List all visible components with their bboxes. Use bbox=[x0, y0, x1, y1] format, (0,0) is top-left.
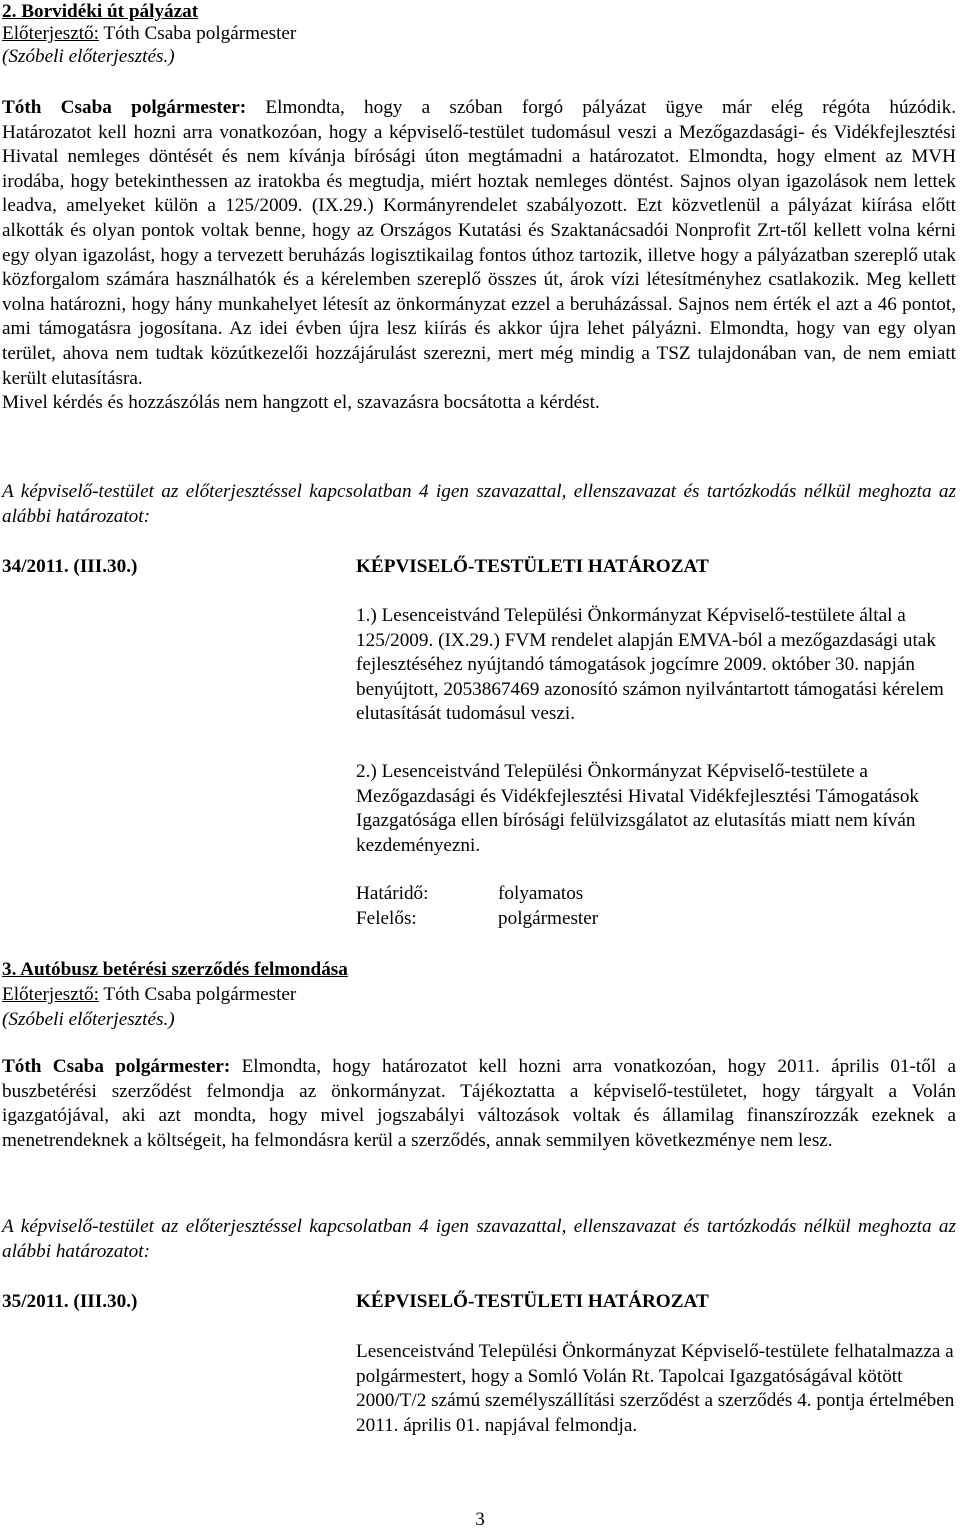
presenter-name: Tóth Csaba polgármester bbox=[98, 984, 297, 1005]
section-3-body bbox=[2, 1055, 956, 1153]
deadline-value: folyamatos bbox=[498, 883, 584, 904]
resolution-35-number: 35/2011. (III.30.) bbox=[2, 1291, 138, 1312]
section-2-paragraph: Határozatot kell hozni arra vonatkozóan, hogy a képviselő-testület tudomásul veszi a Mezőgazdasági- és Vidékfejlesztési Hivatal nemleges döntését és nem kívánja bírósági úton megtámadni a határozatot. Elmondta, hogy elment az MVH irodába, hogy betekinthessen az iratokba és megtudja, miért hoztak nemleges döntést. Sajnos olyan igazolások nem lettek leadva, amelyeket külön a 125/2009. (IX.29.) Kormányrendelet szabályozott. Ezt közvetlenül a pályázat kiírása előtt alkották és olyan pontok voltak benne, hogy az Országos Kutatási és Szaktanácsadói Nonprofit Zrt-től kellett volna kérni egy olyan igazolást, hogy a tervezett beruházás logisztikailag fontos úthoz tartozik, illetve hogy a pályázatban szereplő utak közforgalom számára használhatók és a kérelemben szereplő összes út, árok vízi létesítményhez csatlakozik. Meg kellett volna határozni, hogy hány munkahelyet létesít az önkormányzat ezzel a beruházással. Sajnos nem érték el azt a 46 pontot, ami támogatásra jogosítana. Az idei évben újra lesz kiírás és akkor újra lehet pályázni. Elmondta, hogy van egy olyan terület, ahova nem tudtak közútkezelői hozzájárulást szerezni, mert még mindig a TSZ tulajdonában van, de nem emiatt került elutasításra. bbox=[2, 121, 956, 389]
section-2-first-sentence: Elmondta, hogy a szóban forgó pályázat ügye már elég régóta húzódik. bbox=[246, 97, 956, 118]
resolution-34-point-2: 2.) Lesenceistvánd Települési Önkormányzat Képviselő-testülete a Mezőgazdasági és Vidékfejlesztési Hivatal Vidékfejlesztési Támogatások Igazgatósága ellen bírósági felülvizsgálatot az elutasítás miatt nem kíván kezdeményezni. bbox=[356, 761, 920, 856]
section-2-vote: A képviselő-testület az előterjesztéssel kapcsolatban 4 igen szavazattal, ellenszavazat és tartózkodás nélkül meghozta az alábbi határozatot: bbox=[2, 481, 956, 527]
section-3-title: 3. Autóbusz betérési szerződés felmondása bbox=[2, 959, 348, 980]
speaker-name: Tóth Csaba polgármester: bbox=[2, 97, 247, 118]
section-2-closing: Mivel kérdés és hozzászólás nem hangzott el, szavazásra bocsátotta a kérdést. bbox=[2, 392, 600, 414]
resolution-34-title: KÉPVISELŐ-TESTÜLETI HATÁROZAT bbox=[356, 556, 709, 577]
section-3-paragraph: Elmondta, hogy határozatot kell hozni arra vonatkozóan, hogy 2011. április 01-től a buszbetérési szerződést felmondja az önkormányzat. Tájékoztatta a képviselő-testületet, hogy tárgyalt a Volán igazgatójával, aki azt mondta, hogy mivel jogszabályi változások voltak és államilag finanszírozzák ezeknek a menetrendeknek a költségeit, ha felmondásra kerül a szerződés, annak semmilyen következménye nem lesz. bbox=[2, 1056, 956, 1151]
section-2-oral-note: (Szóbeli előterjesztés.) bbox=[2, 46, 175, 67]
responsible-label: Felelős: bbox=[356, 908, 417, 929]
section-3-presenter bbox=[2, 983, 956, 1008]
resolution-34-point-1: 1.) Lesenceistvánd Települési Önkormányzat Képviselő-testülete által a 125/2009. (IX.29.) FVM rendelet alapján EMVA-ból a mezőgazdasági utak fejlesztéséhez nyújtandó támogatások jogcímre 2009. október 30. napján benyújtott, 2053867469 azonosító számon nyilvántartott támogatási kérelem elutasítását tudomásul veszi. bbox=[356, 605, 944, 725]
section-2-title: 2. Borvidéki út pályázat bbox=[2, 1, 199, 22]
presenter-name: Tóth Csaba polgármester bbox=[98, 23, 297, 44]
responsible-value: polgármester bbox=[498, 908, 599, 929]
deadline-label: Határidő: bbox=[356, 883, 429, 904]
section-2-presenter bbox=[2, 22, 956, 47]
page-number: 3 bbox=[475, 1509, 485, 1530]
presenter-label: Előterjesztő: bbox=[2, 984, 99, 1005]
resolution-35-text: Lesenceistvánd Települési Önkormányzat Képviselő-testülete felhatalmazza a polgármestert, hogy a Somló Volán Rt. Tapolcai Igazgatóságával kötött 2000/T/2 számú személyszállítási szerződést a szerződés 4. pontja értelmében 2011. április 01. napjával felmondja. bbox=[356, 1341, 955, 1436]
section-3-vote: A képviselő-testület az előterjesztéssel kapcsolatban 4 igen szavazattal, ellenszavazat és tartózkodás nélkül meghozta az alábbi határozatot: bbox=[2, 1216, 956, 1262]
section-2-first-line bbox=[2, 96, 956, 121]
speaker-name: Tóth Csaba polgármester: bbox=[2, 1056, 231, 1077]
section-3-oral-note: (Szóbeli előterjesztés.) bbox=[2, 1009, 175, 1030]
section-2-body bbox=[2, 96, 956, 416]
resolution-35-title: KÉPVISELŐ-TESTÜLETI HATÁROZAT bbox=[356, 1291, 709, 1312]
resolution-34-number: 34/2011. (III.30.) bbox=[2, 556, 138, 577]
presenter-label: Előterjesztő: bbox=[2, 23, 99, 44]
